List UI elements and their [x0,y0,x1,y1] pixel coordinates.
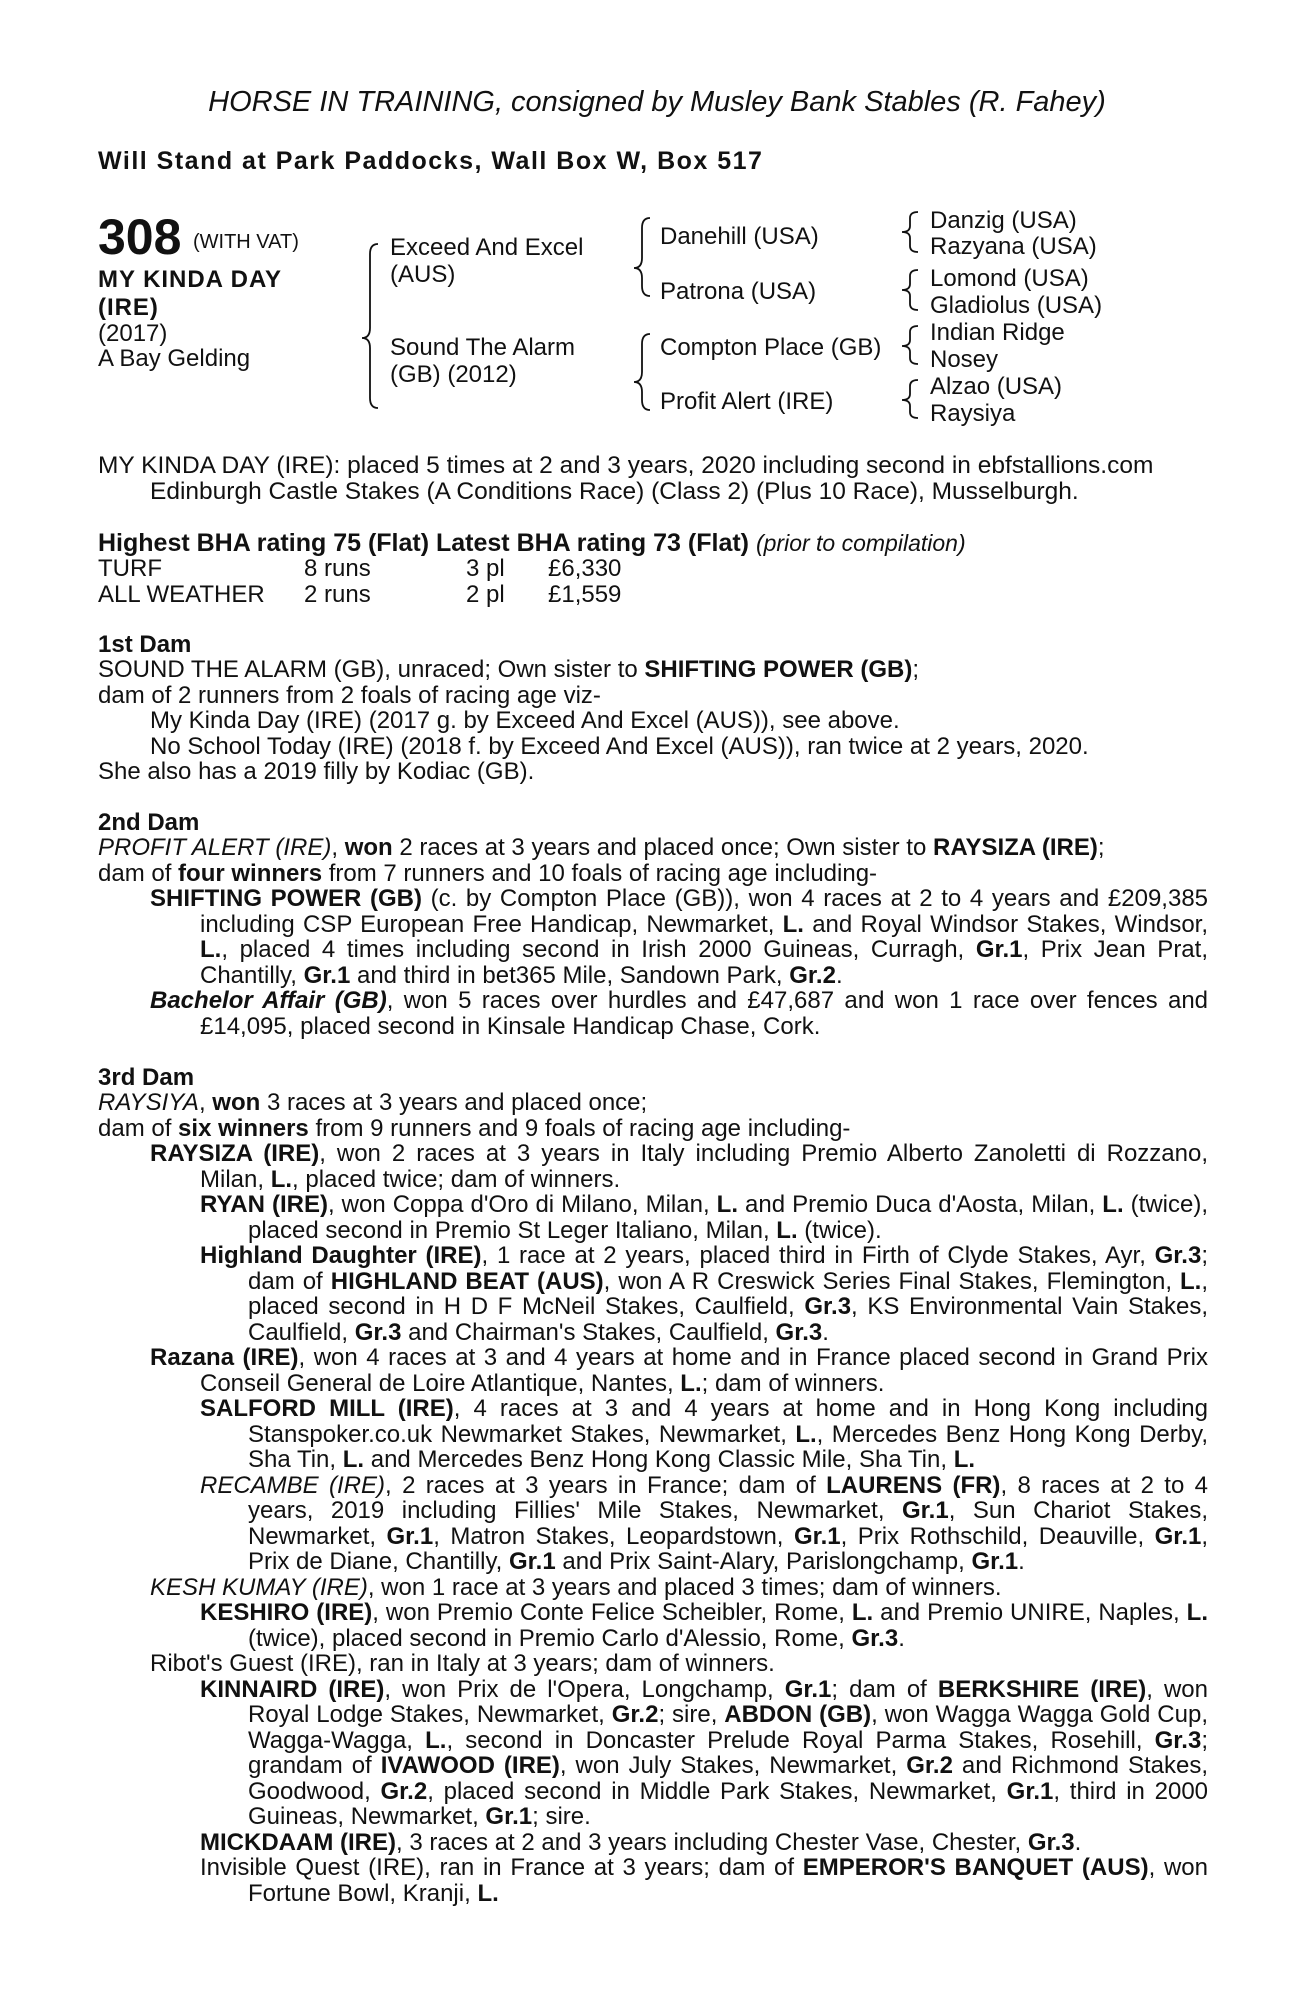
pedigree-gg-5: Indian Ridge [930,319,1065,346]
text: , Prix Jean Prat, Chantilly, [200,936,1208,989]
pedigree-dam-dam: Profit Alert (IRE) [660,388,834,415]
second-dam-line [98,835,1208,861]
progeny-name: RECAMBE (IRE) [200,1471,386,1499]
text: , won 2 races at 3 years in Italy including Premio Alberto Zanoletti di Rozzano, Milan, [200,1140,1209,1193]
text: (twice), placed second in Premio St Leger Italiano, Milan, [248,1191,1208,1244]
progeny-entry [98,1243,1208,1345]
pedigree-braces [0,0,1314,440]
first-dam-line: dam of 2 runners from 2 foals of racing age viz- [98,681,601,709]
text: and Premio Duca d'Aosta, Milan, [737,1191,1103,1218]
text: (c. by Compton Place (GB)), won 4 races at 2 to 4 years and £209,385 including CSP European Free Handicap, Newmarket, [200,885,1209,938]
text: ; grandam of [248,1726,1208,1779]
text: , 4 races at 3 and 4 years at home and in Hong Kong including Stanspoker.co.uk Newmarket Stakes, Newmarket, [248,1395,1208,1448]
progeny-entry: My Kinda Day (IRE) (2017 g. by Exceed And Excel (AUS)), see above. [150,707,900,734]
text: L. [425,1726,447,1754]
record-surface: TURF [98,555,162,582]
progeny-entry [98,1192,1208,1243]
record-earnings: £1,559 [548,580,622,608]
text: L. [342,1446,365,1473]
text: L. [716,1191,738,1218]
first-dam-line: She also has a 2019 filly by Kodiac (GB). [98,758,535,785]
record-placed: 3 pl [466,555,505,582]
lot-number: 308 [98,209,182,265]
text: ; [912,656,920,683]
text: Gr.2 [789,961,836,989]
text: Gr.1 [386,1522,434,1550]
rating-line [98,531,966,556]
progeny-name: KESH KUMAY (IRE) [150,1573,368,1601]
progeny-name: RYAN (IRE) [200,1191,328,1218]
text: , placed second in H D F McNeil Stakes, Caulfield, [248,1267,1209,1320]
text: Gr.1 [975,936,1023,963]
text: EMPEROR'S BANQUET (AUS) [802,1854,1149,1881]
pedigree-dam: Sound The Alarm (GB) (2012) [390,334,576,388]
pedigree-gg-6: Nosey [930,346,999,373]
text: , 1 race at 2 years, placed third in Firth of Clyde Stakes, Ayr, [481,1242,1155,1269]
third-dam-heading: 3rd Dam [98,1064,195,1091]
race-record [98,556,698,607]
text: IVAWOOD (IRE) [380,1752,560,1779]
text: , third in 2000 Guineas, Newmarket, [248,1777,1209,1830]
pedigree-sire-sire: Danehill (USA) [660,223,819,250]
record-placed: 2 pl [466,580,505,608]
third-dam-line [98,1116,1208,1142]
text: Gr.1 [1006,1777,1054,1805]
text: L. [782,910,804,938]
text: Invisible Quest (IRE), ran in France at 3 years; dam of [200,1854,803,1881]
text: L. [477,1879,499,1907]
text: , placed second in Middle Park Stakes, Newmarket, [427,1777,1007,1805]
progeny-entry [98,1396,1208,1473]
record-row [98,556,698,582]
text: BERKSHIRE (IRE) [937,1675,1147,1703]
text: , KS Environmental Vain Stakes, Caulfield, [248,1293,1209,1346]
text: , won 4 races at 3 and 4 years at home and in France placed second in Grand Prix Conseil General de Loire Atlantique, Nantes, [200,1344,1208,1397]
progeny-name: Highland Daughter (IRE) [200,1242,482,1269]
text: L. [776,1216,798,1244]
progeny-entry [98,1141,1208,1192]
text: , Prix Rothschild, Deauville, [840,1522,1155,1550]
text: Gr.1 [303,961,351,989]
progeny-entry [98,1575,1208,1601]
progeny-name: KESHIRO (IRE) [200,1599,373,1626]
progeny-entry: Ribot's Guest (IRE), ran in Italy at 3 years; dam of winners. [150,1650,775,1677]
text: won [344,834,393,861]
text: and Royal Windsor Stakes, Windsor, [803,910,1209,938]
text: L. [200,936,222,963]
text: 3 races at 3 years and placed once; [260,1089,648,1116]
catalogue-heading: HORSE IN TRAINING, consigned by Musley Bank Stables (R. Fahey) [208,86,1106,118]
rating-highest: Highest BHA rating 75 (Flat) [98,529,430,557]
text: , Prix de Diane, Chantilly, [248,1522,1209,1575]
text: ; dam of winners. [701,1369,885,1397]
text: L. [851,1599,874,1626]
horse-foaling-year: (2017) [98,320,168,347]
text: , Matron Stakes, Leopardstown, [433,1522,794,1550]
second-dam-line [98,861,1208,887]
record-earnings: £6,330 [548,555,622,582]
progeny-name: SHIFTING POWER (GB) [150,885,422,912]
progeny-entry [98,1345,1208,1396]
text: won [212,1089,261,1116]
first-dam-line [98,657,1208,683]
text: . [822,1318,829,1346]
stand-location: Will Stand at Park Paddocks, Wall Box W, Box 517 [98,147,764,175]
progeny-entry: No School Today (IRE) (2018 f. by Exceed And Excel (AUS)), ran twice at 2 years, 2020. [150,732,1089,760]
text: ; dam of [831,1675,938,1703]
pedigree-gg-2: Razyana (USA) [930,233,1097,260]
dam-name: PROFIT ALERT (IRE) [98,834,332,861]
third-dam-section [98,1090,1208,1906]
text: Gr.3 [1154,1726,1202,1754]
second-dam-heading: 2nd Dam [98,809,200,836]
pedigree-sire-dam: Patrona (USA) [660,278,817,305]
first-dam-heading: 1st Dam [98,631,192,658]
pedigree-gg-7: Alzao (USA) [930,373,1063,400]
text: , won Prix de l'Opera, Longchamp, [384,1675,785,1703]
text: Gr.1 [1154,1522,1202,1550]
text: , placed 4 times including second in Irish 2000 Guineas, Curragh, [221,936,976,963]
sibling-name: RAYSIZA (IRE) [932,834,1098,861]
text: Gr.3 [775,1318,823,1346]
text: Gr.2 [380,1777,428,1805]
sibling-name: SHIFTING POWER (GB) [644,656,913,683]
progeny-name: Razana (IRE) [150,1344,299,1371]
progeny-name: MICKDAAM (IRE) [200,1828,396,1856]
race-summary: MY KINDA DAY (IRE): placed 5 times at 2 and 3 years, 2020 including second in ebfstallions.com Edinburgh Castle Stakes (A Conditions Race) (Class 2) (Plus 10 Race), Musselburgh. [98,452,1154,505]
pedigree-gg-1: Danzig (USA) [930,207,1077,234]
text: Gr.3 [804,1293,852,1320]
progeny-entry [98,1600,1208,1651]
text: , won Wagga Wagga Gold Cup, Wagga-Wagga, [248,1701,1208,1754]
text: four winners [178,859,323,887]
text: L. [795,1420,817,1448]
text: Gr.2 [611,1701,659,1728]
text: , won A R Creswick Series Final Stakes, Flemington, [603,1267,1181,1295]
text: ABDON (GB) [724,1701,872,1728]
text: from 9 runners and 9 foals of racing age including- [308,1114,851,1142]
text: L. [953,1446,976,1473]
text: ; dam of [248,1242,1208,1295]
text: ; sire. [532,1803,591,1830]
text: and Richmond Stakes, Goodwood, [248,1752,1209,1805]
text: . [898,1624,905,1652]
text: L. [1102,1191,1124,1218]
progeny-entry [98,1855,1208,1906]
text: LAURENS (FR) [826,1471,1001,1499]
text: Gr.3 [354,1318,402,1346]
text: , won Royal Lodge Stakes, Newmarket, [248,1675,1208,1728]
text: Gr.3 [1154,1242,1202,1269]
text: ; [1097,834,1105,861]
text: Gr.2 [906,1752,953,1779]
text: L. [270,1165,293,1193]
progeny-entry [98,1473,1208,1575]
text: , won Coppa d'Oro di Milano, Milan, [327,1191,717,1218]
text: , 2 races at 3 years in France; dam of [385,1471,827,1499]
text: six winners [178,1114,309,1142]
text: . [1018,1548,1025,1575]
progeny-name: RAYSIZA (IRE) [150,1140,320,1167]
text: ; sire, [658,1701,725,1728]
text: , won July Stakes, Newmarket, [559,1752,907,1779]
text: L. [1186,1599,1208,1626]
dam-name: RAYSIYA [98,1089,199,1116]
text: HIGHLAND BEAT (AUS) [330,1267,604,1295]
progeny-name: SALFORD MILL (IRE) [200,1395,454,1422]
pedigree-gg-8: Raysiya [930,400,1016,427]
text: and Mercedes Benz Hong Kong Classic Mile, Sha Tin, [364,1446,954,1473]
text: , won Premio Conte Felice Scheibler, Rome, [372,1599,852,1626]
third-dam-line [98,1090,1208,1116]
rating-latest: Latest BHA rating 73 (Flat) [436,529,750,557]
text: L. [1180,1267,1202,1295]
text: Gr.1 [485,1803,533,1830]
pedigree-gg-3: Lomond (USA) [930,265,1089,292]
text: from 7 runners and 10 foals of racing age including- [322,859,878,887]
text: (twice). [797,1216,882,1244]
text: Gr.1 [784,1675,832,1703]
progeny-name: KINNAIRD (IRE) [200,1675,385,1703]
text: dam of [98,859,179,887]
text: and Prix Saint-Alary, Parislongchamp, [555,1548,972,1575]
second-dam-section [98,835,1208,1039]
horse-description: A Bay Gelding [98,345,251,372]
text: , won 5 races over hurdles and £47,687 and won 1 race over fences and £14,095, placed second in Kinsale Handicap Chase, Cork. [200,987,1209,1040]
progeny-entry [98,988,1208,1039]
text: . [1074,1828,1082,1856]
text: and Premio UNIRE, Naples, [873,1599,1187,1626]
text: L. [680,1369,702,1397]
text: , 8 races at 2 to 4 years, 2019 including Fillies' Mile Stakes, Newmarket, [248,1471,1208,1524]
record-surface: ALL WEATHER [98,580,265,608]
text: , placed twice; dam of winners. [292,1165,621,1193]
text: Gr.3 [1027,1828,1075,1856]
text: dam of [98,1114,179,1142]
text: , [331,834,345,861]
text: , Mercedes Benz Hong Kong Derby, Sha Tin, [248,1420,1208,1473]
text: Gr.3 [851,1624,899,1652]
text: , won Fortune Bowl, Kranji, [248,1854,1209,1907]
record-runs: 8 runs [304,555,371,582]
text: Gr.1 [902,1497,949,1524]
text: , [198,1089,213,1116]
record-runs: 2 runs [304,580,371,608]
progeny-name: Bachelor Affair (GB) [150,987,387,1014]
text: Gr.1 [971,1548,1019,1575]
text: . [835,961,843,989]
text: and third in bet365 Mile, Sandown Park, [350,961,790,989]
text: , won 1 race at 3 years and placed 3 times; dam of winners. [367,1573,1002,1601]
text: , 3 races at 2 and 3 years including Chester Vase, Chester, [395,1828,1028,1856]
record-row [98,582,698,608]
text: 2 races at 3 years and placed once; Own sister to [392,834,933,861]
progeny-entry [98,1830,1208,1856]
progeny-entry [98,886,1208,988]
rating-note: (prior to compilation) [755,530,966,556]
text: Gr.1 [793,1522,841,1550]
pedigree-dam-sire: Compton Place (GB) [660,334,882,361]
horse-name: MY KINDA DAY (IRE) [98,266,282,321]
first-dam-section [98,657,1208,785]
progeny-entry [98,1677,1208,1830]
text: SOUND THE ALARM (GB), unraced; Own sister to [98,656,645,683]
vat-label: (WITH VAT) [193,231,299,253]
pedigree-gg-4: Gladiolus (USA) [930,292,1103,319]
pedigree-sire: Exceed And Excel (AUS) [390,234,584,288]
text: , Sun Chariot Stakes, Newmarket, [248,1497,1208,1550]
text: , second in Doncaster Prelude Royal Parma Stakes, Rosehill, [446,1726,1155,1754]
text: Gr.1 [509,1548,556,1575]
text: and Chairman's Stakes, Caulfield, [401,1318,776,1346]
text: (twice), placed second in Premio Carlo d'Alessio, Rome, [248,1624,852,1652]
